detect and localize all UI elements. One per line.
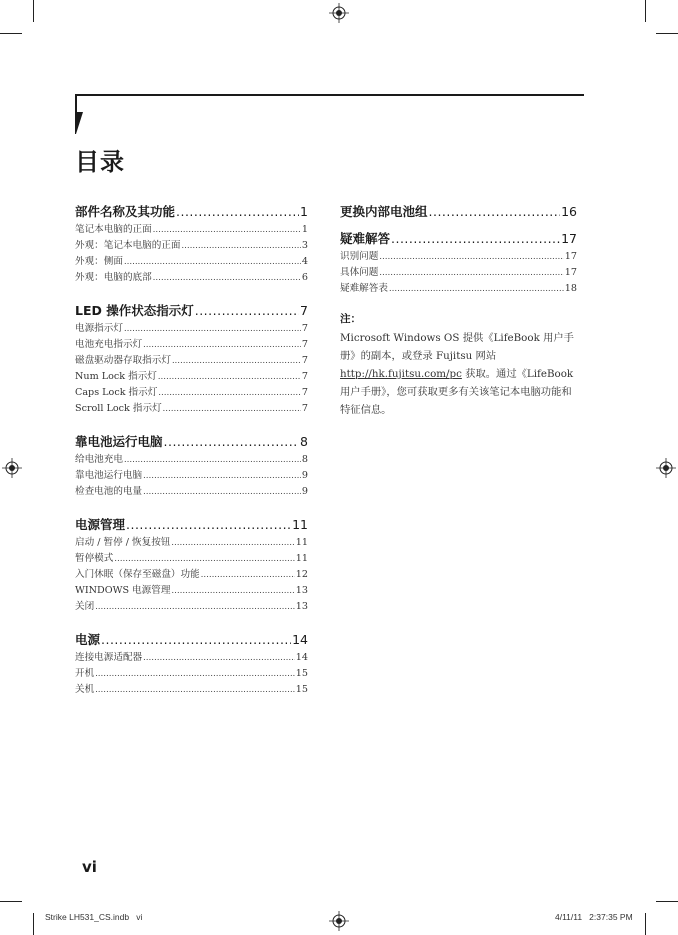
dot-leader bbox=[114, 551, 294, 567]
toc-entry[interactable] bbox=[75, 222, 308, 238]
dot-leader bbox=[126, 517, 291, 532]
toc-section bbox=[75, 515, 308, 615]
entry-label: 笔记本电脑的正面 bbox=[75, 224, 152, 235]
toc-entry[interactable] bbox=[75, 583, 308, 599]
entry-page: 18 bbox=[564, 283, 577, 294]
toc-entry[interactable] bbox=[340, 281, 577, 297]
entry-label: 磁盘驱动器存取指示灯 bbox=[75, 355, 171, 366]
dot-leader bbox=[172, 353, 301, 369]
entry-label: 电源指示灯 bbox=[75, 323, 123, 334]
section-title: 电源管理 bbox=[75, 517, 126, 532]
crop-mark bbox=[645, 0, 646, 22]
entry-label: 电池充电指示灯 bbox=[75, 339, 143, 350]
entry-label: 暂停模式 bbox=[75, 553, 114, 564]
entry-page: 12 bbox=[295, 569, 308, 580]
entry-label: 检查电池的电量 bbox=[75, 486, 143, 497]
toc-entry[interactable] bbox=[75, 238, 308, 254]
dot-leader bbox=[391, 231, 560, 246]
entry-page: 7 bbox=[301, 339, 308, 350]
dot-leader bbox=[153, 270, 301, 286]
toc-section bbox=[75, 630, 308, 698]
header-corner-rule bbox=[75, 94, 77, 112]
entry-label: 外观：笔记本电脑的正面 bbox=[75, 240, 181, 251]
entry-label: 给电池充电 bbox=[75, 454, 123, 465]
toc-entry[interactable] bbox=[75, 353, 308, 369]
toc-entry[interactable] bbox=[75, 401, 308, 417]
dot-leader bbox=[143, 468, 301, 484]
entry-page: 7 bbox=[301, 355, 308, 366]
crop-mark bbox=[0, 33, 22, 34]
crop-mark bbox=[656, 33, 678, 34]
dot-leader bbox=[95, 682, 295, 698]
entry-page: 1 bbox=[301, 224, 308, 235]
dot-leader bbox=[429, 204, 561, 219]
toc-entry[interactable] bbox=[75, 599, 308, 615]
entry-label: 入门休眠（保存至磁盘）功能 bbox=[75, 569, 200, 580]
note-text: 获取。通过《LifeBook 用户手册》，您可获取更多有关该笔记本电脑功能和特征信息。 bbox=[340, 368, 574, 416]
dot-leader bbox=[95, 666, 295, 682]
dot-leader bbox=[124, 452, 301, 468]
page-number: vi bbox=[82, 858, 97, 876]
entry-page: 7 bbox=[301, 371, 308, 382]
dot-leader bbox=[143, 650, 295, 666]
dot-leader bbox=[153, 222, 301, 238]
note-text: Microsoft Windows OS 提供《LifeBook 用户手册》的副本，或登录 Fujitsu 网站 bbox=[340, 332, 574, 362]
section-page: 17 bbox=[561, 231, 577, 246]
section-title: 靠电池运行电脑 bbox=[75, 434, 163, 449]
dot-leader bbox=[171, 535, 294, 551]
entry-page: 17 bbox=[564, 267, 577, 278]
section-page: 14 bbox=[292, 632, 308, 647]
crop-mark bbox=[33, 0, 34, 22]
dot-leader bbox=[158, 369, 301, 385]
section-title: 电源 bbox=[75, 632, 101, 647]
entry-page: 7 bbox=[301, 323, 308, 334]
section-page: 11 bbox=[292, 517, 308, 532]
toc-entry[interactable] bbox=[75, 270, 308, 286]
entry-page: 13 bbox=[295, 585, 308, 596]
dot-leader bbox=[158, 385, 301, 401]
toc-section bbox=[340, 202, 577, 220]
entry-page: 17 bbox=[564, 251, 577, 262]
entry-label: 外观：侧面 bbox=[75, 256, 123, 267]
entry-label: 连接电源适配器 bbox=[75, 652, 143, 663]
entry-page: 9 bbox=[301, 470, 308, 481]
entry-page: 7 bbox=[301, 387, 308, 398]
entry-page: 8 bbox=[301, 454, 308, 465]
dot-leader bbox=[163, 401, 301, 417]
section-title: 更换内部电池组 bbox=[340, 204, 428, 219]
dot-leader bbox=[164, 434, 300, 449]
dot-leader bbox=[379, 265, 563, 281]
entry-label: 靠电池运行电脑 bbox=[75, 470, 143, 481]
note-body bbox=[340, 329, 575, 419]
toc-section-heading[interactable] bbox=[340, 202, 577, 220]
toc-entry[interactable] bbox=[75, 650, 308, 666]
entry-page: 11 bbox=[295, 553, 308, 564]
toc-entry[interactable] bbox=[75, 321, 308, 337]
dot-leader bbox=[101, 632, 291, 647]
crop-mark bbox=[656, 901, 678, 902]
toc-section bbox=[340, 229, 577, 297]
section-title: 部件名称及其功能 bbox=[75, 204, 176, 219]
crop-mark bbox=[33, 913, 34, 935]
toc-section bbox=[75, 202, 308, 286]
section-title: 疑难解答 bbox=[340, 231, 391, 246]
dot-leader bbox=[176, 204, 299, 219]
toc-section bbox=[75, 301, 308, 417]
section-title: LED 操作状态指示灯 bbox=[75, 303, 194, 318]
entry-page: 15 bbox=[295, 668, 308, 679]
page-title: 目录 bbox=[75, 148, 125, 176]
note-heading: 注： bbox=[340, 313, 361, 325]
entry-label: Caps Lock 指示灯 bbox=[75, 387, 158, 398]
toc-entry[interactable] bbox=[75, 385, 308, 401]
entry-page: 7 bbox=[301, 403, 308, 414]
toc-entry[interactable] bbox=[75, 535, 308, 551]
toc-entry[interactable] bbox=[75, 682, 308, 698]
toc-entry[interactable] bbox=[340, 249, 577, 265]
dot-leader bbox=[389, 281, 564, 297]
entry-page: 4 bbox=[301, 256, 308, 267]
entry-label: 启动 / 暂停 / 恢复按钮 bbox=[75, 537, 171, 548]
dot-leader bbox=[95, 599, 295, 615]
toc-right-column bbox=[340, 202, 577, 419]
toc-entry[interactable] bbox=[75, 254, 308, 270]
entry-page: 14 bbox=[295, 652, 308, 663]
toc-entry[interactable] bbox=[75, 468, 308, 484]
dot-leader bbox=[124, 254, 301, 270]
entry-label: WINDOWS 电源管理 bbox=[75, 585, 171, 596]
toc-left-column bbox=[75, 202, 308, 698]
entry-label: 识别问题 bbox=[340, 251, 379, 262]
header-triangle-icon bbox=[75, 112, 83, 134]
toc-section bbox=[75, 432, 308, 500]
dot-leader bbox=[195, 303, 299, 318]
entry-label: 关闭 bbox=[75, 601, 95, 612]
dot-leader bbox=[124, 321, 301, 337]
section-page: 16 bbox=[561, 204, 577, 219]
entry-page: 15 bbox=[295, 684, 308, 695]
section-page: 1 bbox=[300, 204, 308, 219]
dot-leader bbox=[379, 249, 563, 265]
toc-entry[interactable] bbox=[75, 337, 308, 353]
section-page: 7 bbox=[300, 303, 308, 318]
toc-entry[interactable] bbox=[75, 484, 308, 500]
registration-mark-icon bbox=[329, 3, 349, 23]
fujitsu-website-link[interactable]: http://hk.fujitsu.com/pc bbox=[340, 368, 462, 380]
crop-mark bbox=[645, 913, 646, 935]
toc-section-heading[interactable] bbox=[75, 432, 308, 450]
dot-leader bbox=[143, 484, 301, 500]
dot-leader bbox=[171, 583, 294, 599]
entry-page: 9 bbox=[301, 486, 308, 497]
toc-entry[interactable] bbox=[75, 567, 308, 583]
registration-mark-icon bbox=[2, 458, 22, 478]
dot-leader bbox=[182, 238, 301, 254]
print-slug-file: Strike LH531_CS.indb vi bbox=[45, 912, 143, 922]
toc-entry[interactable] bbox=[75, 666, 308, 682]
entry-page: 6 bbox=[301, 272, 308, 283]
registration-mark-icon bbox=[656, 458, 676, 478]
toc-section-heading[interactable] bbox=[340, 229, 577, 247]
entry-label: 关机 bbox=[75, 684, 95, 695]
dot-leader bbox=[201, 567, 295, 583]
entry-label: 具体问题 bbox=[340, 267, 379, 278]
entry-label: Scroll Lock 指示灯 bbox=[75, 403, 162, 414]
entry-label: 开机 bbox=[75, 668, 95, 679]
toc-section-heading[interactable] bbox=[75, 630, 308, 648]
entry-page: 11 bbox=[295, 537, 308, 548]
entry-label: Num Lock 指示灯 bbox=[75, 371, 157, 382]
entry-label: 疑难解答表 bbox=[340, 283, 388, 294]
toc-entry[interactable] bbox=[75, 551, 308, 567]
toc-entry[interactable] bbox=[340, 265, 577, 281]
registration-mark-icon bbox=[329, 911, 349, 931]
section-page: 8 bbox=[300, 434, 308, 449]
toc-entry[interactable] bbox=[75, 369, 308, 385]
crop-mark bbox=[0, 901, 22, 902]
toc-section-heading[interactable] bbox=[75, 515, 308, 533]
toc-section-heading[interactable] bbox=[75, 202, 308, 220]
dot-leader bbox=[143, 337, 301, 353]
entry-page: 3 bbox=[301, 240, 308, 251]
header-rule bbox=[75, 94, 584, 96]
entry-page: 13 bbox=[295, 601, 308, 612]
entry-label: 外观：电脑的底部 bbox=[75, 272, 152, 283]
print-slug-timestamp: 4/11/11 2:37:35 PM bbox=[555, 912, 633, 922]
toc-entry[interactable] bbox=[75, 452, 308, 468]
toc-section-heading[interactable] bbox=[75, 301, 308, 319]
